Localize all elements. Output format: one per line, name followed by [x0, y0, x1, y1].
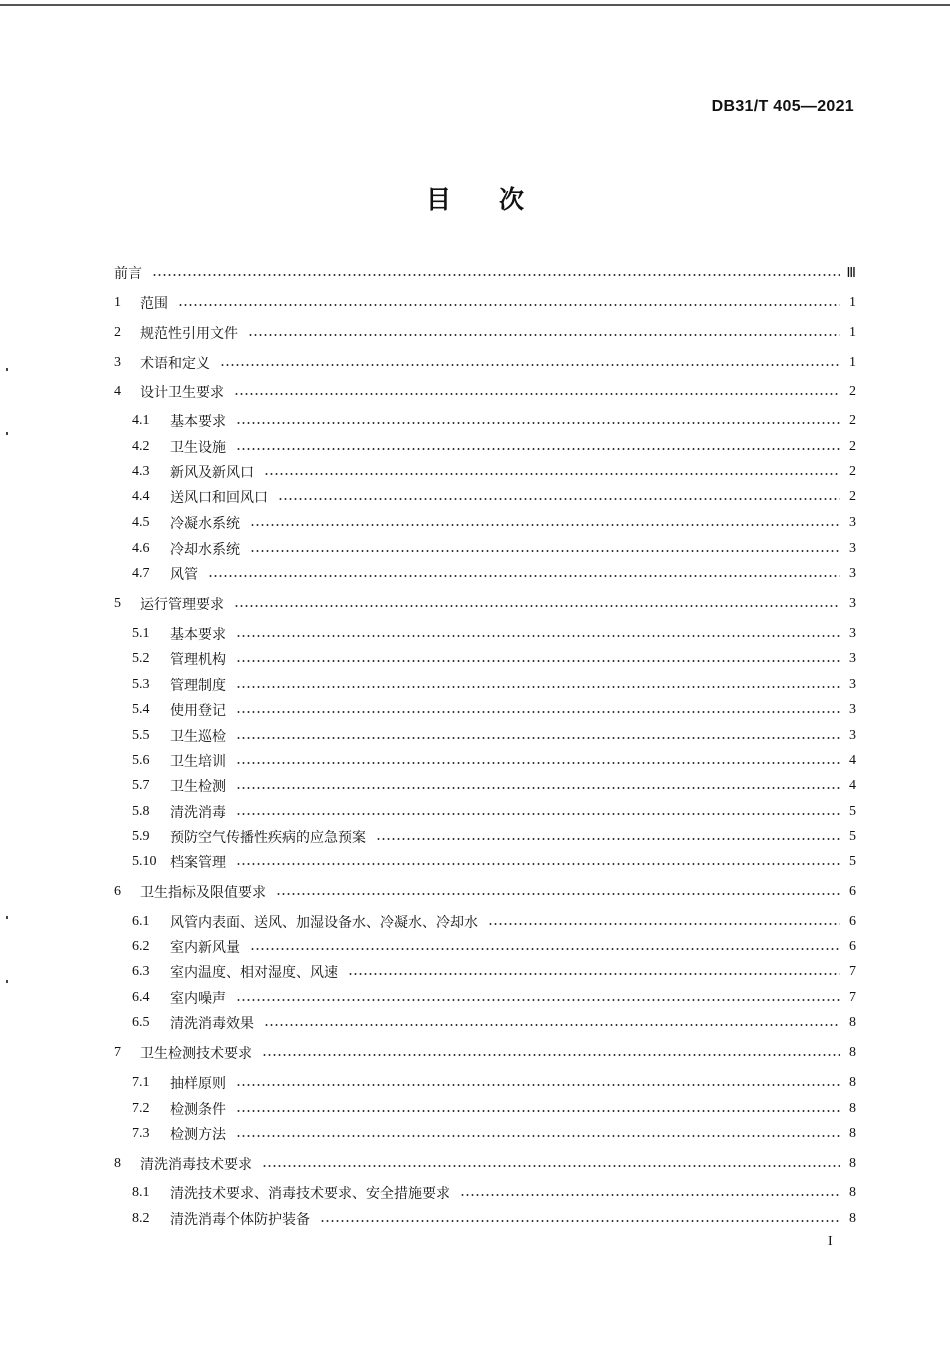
toc-entry-number: 5.5	[132, 728, 150, 743]
page-number: I	[828, 1234, 833, 1249]
toc-entry-number: 3	[114, 355, 121, 370]
toc-entry-label: 术语和定义	[140, 356, 210, 372]
toc-entry-page: 3	[849, 651, 856, 666]
toc-entry-label: 清洗技术要求、消毒技术要求、安全措施要求	[170, 1186, 450, 1202]
dot-leader	[152, 274, 840, 276]
toc-entry-number: 6.4	[132, 990, 150, 1005]
toc-entry[interactable]	[114, 1153, 856, 1175]
toc-entry[interactable]	[114, 1072, 856, 1094]
toc-entry-page: 4	[849, 778, 856, 793]
toc-entry-label: 档案管理	[170, 855, 226, 871]
dot-leader	[376, 838, 840, 840]
toc-entry-number: 5.3	[132, 677, 150, 692]
dot-leader	[236, 1084, 840, 1086]
toc-entry[interactable]	[114, 538, 856, 560]
toc-entry-page: 2	[849, 413, 856, 428]
toc-entry-label: 卫生巡检	[170, 729, 226, 745]
toc-entry[interactable]	[114, 725, 856, 747]
toc-entry-label: 基本要求	[170, 414, 226, 430]
toc-entry-page: 2	[849, 464, 856, 479]
toc-entry-page: 3	[849, 626, 856, 641]
toc-entry-page: 7	[849, 964, 856, 979]
dot-leader	[460, 1194, 840, 1196]
toc-entry-page: 2	[849, 439, 856, 454]
toc-entry-page: 6	[849, 884, 856, 899]
toc-entry-label: 送风口和回风口	[170, 490, 268, 506]
toc-entry-number: 1	[114, 295, 121, 310]
toc-entry-label: 清洗消毒效果	[170, 1016, 254, 1032]
toc-entry-page: 1	[849, 355, 856, 370]
toc-entry[interactable]	[114, 851, 856, 873]
toc-entry-page: 8	[849, 1126, 856, 1141]
toc-entry-number: 5.9	[132, 829, 150, 844]
toc-entry-number: 6	[114, 884, 121, 899]
toc-entry[interactable]	[114, 410, 856, 432]
toc-entry-label: 基本要求	[170, 627, 226, 643]
toc-entry-number: 5.7	[132, 778, 150, 793]
toc-entry-label: 检测条件	[170, 1102, 226, 1118]
dot-leader	[236, 686, 840, 688]
toc-entry[interactable]	[114, 911, 856, 933]
toc-entry[interactable]	[114, 292, 856, 314]
toc-entry[interactable]	[114, 322, 856, 344]
dot-leader	[348, 973, 840, 975]
toc-entry-page: 3	[849, 566, 856, 581]
title-char-1: 目	[425, 185, 451, 214]
toc-entry-number: 4.4	[132, 489, 150, 504]
toc-entry-label: 预防空气传播性疾病的应急预案	[170, 830, 366, 846]
toc-entry-number: 6.2	[132, 939, 150, 954]
toc-entry-label: 风管内表面、送风、加湿设备水、冷凝水、冷却水	[170, 915, 478, 931]
toc-entry-label: 卫生指标及限值要求	[140, 885, 266, 901]
toc-entry-page: 8	[849, 1045, 856, 1060]
toc-entry-number: 7	[114, 1045, 121, 1060]
toc-entry-label: 前言	[114, 266, 142, 282]
dot-leader	[250, 550, 840, 552]
toc-entry-label: 室内温度、相对湿度、风速	[170, 965, 338, 981]
toc-entry-label: 风管	[170, 567, 198, 583]
dot-leader	[236, 660, 840, 662]
dot-leader	[264, 1024, 840, 1026]
toc-entry-label: 运行管理要求	[140, 597, 224, 613]
toc-entry-page: 4	[849, 753, 856, 768]
dot-leader	[236, 737, 840, 739]
dot-leader	[236, 813, 840, 815]
toc-entry-number: 5.1	[132, 626, 150, 641]
toc-entry[interactable]	[114, 1042, 856, 1064]
toc-entry-page: 5	[849, 854, 856, 869]
dot-leader	[262, 1165, 840, 1167]
toc-entry-number: 7.2	[132, 1101, 150, 1116]
toc-entry-label: 新风及新风口	[170, 465, 254, 481]
toc-entry-number: 7.3	[132, 1126, 150, 1141]
toc-entry-page: 3	[849, 702, 856, 717]
toc-entry[interactable]	[114, 593, 856, 615]
dot-leader	[264, 473, 840, 475]
dot-leader	[276, 893, 840, 895]
toc-entry[interactable]	[114, 961, 856, 983]
toc-entry-label: 管理制度	[170, 678, 226, 694]
toc-entry-number: 5.2	[132, 651, 150, 666]
dot-leader	[236, 762, 840, 764]
toc-entry[interactable]	[114, 262, 856, 284]
dot-leader	[320, 1220, 840, 1222]
dot-leader	[250, 524, 840, 526]
dot-leader	[488, 923, 840, 925]
dot-leader	[236, 1135, 840, 1137]
title-char-2: 次	[499, 185, 525, 214]
scan-mark	[6, 432, 8, 435]
toc-entry[interactable]	[114, 881, 856, 903]
document-code: DB31/T 405—2021	[711, 98, 854, 115]
dot-leader	[236, 1110, 840, 1112]
toc-entry-page: 8	[849, 1185, 856, 1200]
toc-entry-number: 2	[114, 325, 121, 340]
toc-entry-number: 4.6	[132, 541, 150, 556]
toc-entry-page: 2	[849, 384, 856, 399]
toc-entry[interactable]	[114, 436, 856, 458]
toc-entry[interactable]	[114, 461, 856, 483]
toc-entry-label: 室内噪声	[170, 991, 226, 1007]
toc-entry-label: 清洗消毒	[170, 805, 226, 821]
toc-entry-page: 5	[849, 829, 856, 844]
scan-mark	[6, 916, 8, 919]
toc-entry-page: 2	[849, 489, 856, 504]
toc-entry[interactable]	[114, 512, 856, 534]
dot-leader	[236, 999, 840, 1001]
toc-entry[interactable]	[114, 987, 856, 1009]
toc-entry-label: 检测方法	[170, 1127, 226, 1143]
toc-entry[interactable]	[114, 648, 856, 670]
dot-leader	[236, 787, 840, 789]
toc-entry-number: 4.7	[132, 566, 150, 581]
toc-entry-page: 3	[849, 728, 856, 743]
toc-entry-page: 5	[849, 804, 856, 819]
dot-leader	[236, 448, 840, 450]
toc-entry[interactable]	[114, 699, 856, 721]
toc-entry-number: 6.1	[132, 914, 150, 929]
dot-leader	[236, 863, 840, 865]
dot-leader	[178, 304, 840, 306]
toc-entry-label: 冷凝水系统	[170, 516, 240, 532]
toc-entry-page: 3	[849, 515, 856, 530]
dot-leader	[262, 1054, 840, 1056]
toc-entry-label: 卫生培训	[170, 754, 226, 770]
toc-entry-number: 8	[114, 1156, 121, 1171]
toc-entry-number: 7.1	[132, 1075, 150, 1090]
toc-entry-label: 规范性引用文件	[140, 326, 238, 342]
toc-entry-number: 4.3	[132, 464, 150, 479]
dot-leader	[234, 605, 840, 607]
dot-leader	[208, 575, 840, 577]
toc-entry-label: 设计卫生要求	[140, 385, 224, 401]
toc-entry-label: 使用登记	[170, 703, 226, 719]
toc-entry-page: 8	[849, 1015, 856, 1030]
toc-entry-number: 5.8	[132, 804, 150, 819]
toc-entry-label: 抽样原则	[170, 1076, 226, 1092]
toc-entry-page: 6	[849, 939, 856, 954]
toc-entry-number: 4.5	[132, 515, 150, 530]
dot-leader	[250, 948, 840, 950]
toc-entry-number: 5.6	[132, 753, 150, 768]
toc-entry-page: Ⅲ	[846, 265, 856, 281]
toc-entry-number: 5.10	[132, 854, 157, 869]
toc-entry-page: 8	[849, 1156, 856, 1171]
toc-entry-page: 8	[849, 1075, 856, 1090]
toc-entry-label: 卫生设施	[170, 440, 226, 456]
toc-entry[interactable]	[114, 750, 856, 772]
toc-entry-number: 8.1	[132, 1185, 150, 1200]
dot-leader	[278, 498, 840, 500]
toc-entry[interactable]	[114, 674, 856, 696]
toc-entry-label: 清洗消毒个体防护装备	[170, 1212, 310, 1228]
page-title	[0, 180, 950, 216]
toc-entry-number: 8.2	[132, 1211, 150, 1226]
toc-entry-label: 卫生检测	[170, 779, 226, 795]
toc-entry[interactable]	[114, 936, 856, 958]
toc-entry-page: 6	[849, 914, 856, 929]
dot-leader	[220, 364, 840, 366]
toc-entry[interactable]	[114, 826, 856, 848]
toc-entry-page: 3	[849, 541, 856, 556]
toc-entry-number: 5	[114, 596, 121, 611]
toc-entry-page: 7	[849, 990, 856, 1005]
dot-leader	[234, 393, 840, 395]
dot-leader	[236, 711, 840, 713]
toc-entry-page: 8	[849, 1101, 856, 1116]
toc-entry[interactable]	[114, 775, 856, 797]
toc-entry[interactable]	[114, 623, 856, 645]
toc-entry[interactable]	[114, 381, 856, 403]
toc-entry-label: 室内新风量	[170, 940, 240, 956]
toc-entry[interactable]	[114, 563, 856, 585]
dot-leader	[248, 334, 840, 336]
toc-entry-label: 卫生检测技术要求	[140, 1046, 252, 1062]
dot-leader	[236, 635, 840, 637]
toc-entry[interactable]	[114, 1123, 856, 1145]
toc-entry[interactable]	[114, 1182, 856, 1204]
toc-entry-label: 范围	[140, 296, 168, 312]
toc-entry-label: 清洗消毒技术要求	[140, 1157, 252, 1173]
toc-entry-page: 8	[849, 1211, 856, 1226]
toc-entry[interactable]	[114, 352, 856, 374]
toc-entry[interactable]	[114, 486, 856, 508]
toc-entry[interactable]	[114, 1012, 856, 1034]
toc-entry-number: 6.5	[132, 1015, 150, 1030]
toc-entry-label: 冷却水系统	[170, 542, 240, 558]
top-rule	[0, 4, 950, 6]
toc-entry-page: 3	[849, 596, 856, 611]
toc-entry[interactable]	[114, 1208, 856, 1230]
toc-entry-number: 4.2	[132, 439, 150, 454]
toc-entry-page: 3	[849, 677, 856, 692]
dot-leader	[236, 422, 840, 424]
toc-entry-number: 5.4	[132, 702, 150, 717]
toc-entry-number: 4.1	[132, 413, 150, 428]
scan-mark	[6, 980, 8, 983]
toc-entry-label: 管理机构	[170, 652, 226, 668]
toc-entry[interactable]	[114, 1098, 856, 1120]
toc-entry-number: 6.3	[132, 964, 150, 979]
toc-entry-page: 1	[849, 295, 856, 310]
scan-mark	[6, 368, 8, 371]
toc-entry[interactable]	[114, 801, 856, 823]
toc-entry-number: 4	[114, 384, 121, 399]
toc-entry-page: 1	[849, 325, 856, 340]
